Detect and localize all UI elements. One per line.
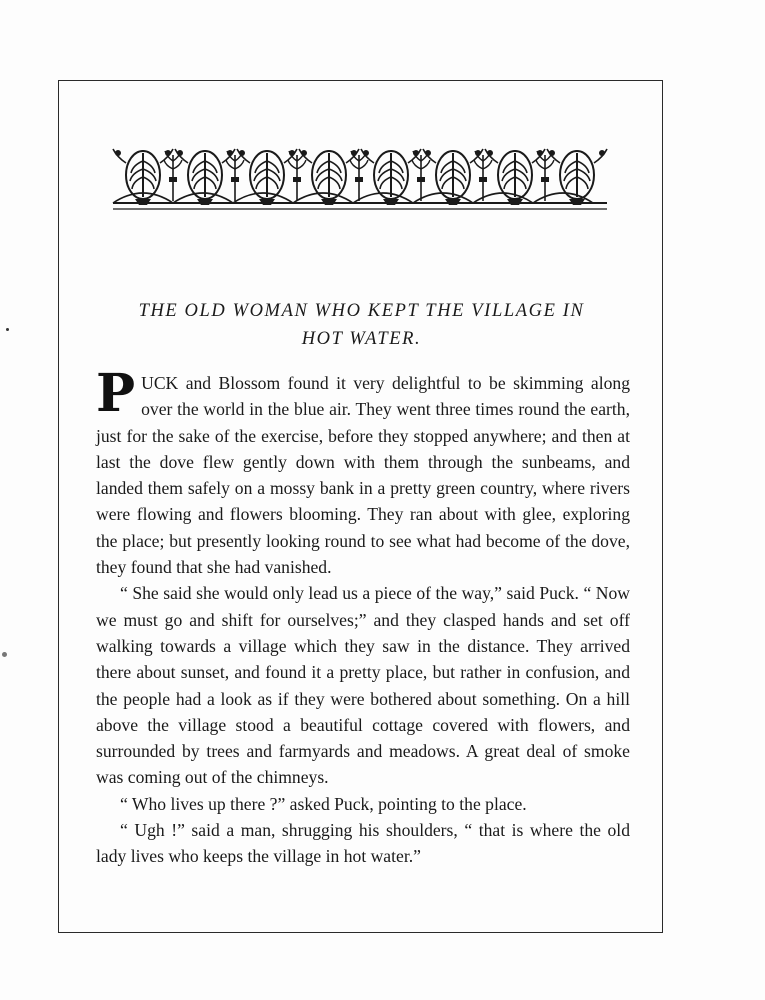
paragraph-text: UCK and Blossom found it very delightful to be skimming along over the world in the blue air. They went three times round the earth, just for the sake of the exercise, before they stopped anywhere; and then at last the dove flew gently down with them through the sunbeams, and landed them safely on a mossy bank in a pretty green country, where rivers were flowing and flowers blooming. They ran about with glee, exploring the place; but presently looking round to see what had become of the dove, they found that she had vanished. <box>96 373 630 578</box>
anthemion-frieze-icon <box>109 143 611 213</box>
paragraph: “ She said she would only lead us a piece of the way,” said Puck. “ Now we must go and shift for ourselves;” and they clasped hands and set off walking towards a village which they saw in the distance. They arrived there about sunset, and found it a pretty place, but rather in confusion, and the people had a look as if they were bothered about something. On a hill above the village stood a beautiful cottage covered with flowers, and surrounded by trees and farmyards and meadows. A great deal of smoke was coming out of the chimneys. <box>96 583 630 788</box>
paragraph: “ Who lives up there ?” asked Puck, pointing to the place. <box>120 793 527 814</box>
stray-speck <box>6 328 9 331</box>
chapter-title-line-2: HOT WATER. <box>301 329 422 349</box>
paragraph <box>96 363 630 580</box>
page-border <box>58 80 663 933</box>
paragraph: “ Ugh !” said a man, shrugging his shoulders, “ that is where the old lady lives who keeps the village in hot water.” <box>96 820 630 867</box>
chapter-body <box>96 363 630 870</box>
chapter-title-line-1: THE OLD WOMAN WHO KEPT THE VILLAGE IN <box>138 301 585 321</box>
drop-cap: P <box>96 363 136 424</box>
stray-speck <box>2 652 7 657</box>
